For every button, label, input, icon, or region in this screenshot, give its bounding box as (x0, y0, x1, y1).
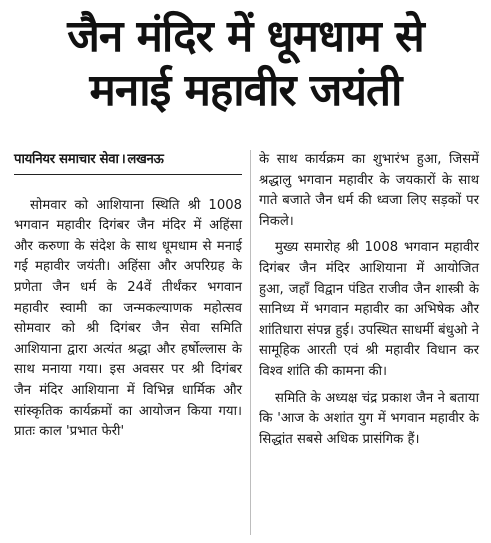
article-paragraph-3: समिति के अध्यक्ष चंद्र प्रकाश जैन ने बताया कि 'आज के अशांत युग में भगवान महावीर के सिद्धांत सबसे अधिक प्रासंगिक हैं। (259, 390, 479, 447)
article-column-right (259, 150, 479, 450)
column-divider (250, 150, 251, 535)
byline-separator: । (120, 152, 126, 167)
headline-line-1: जैन मंदिर में धूमधाम से (67, 11, 424, 62)
article-paragraph-1: सोमवार को आशियाना स्थिति श्री 1008 भगवान महावीर दिगंबर जैन मंदिर में अहिंसा और करुणा के संदेश के साथ धूमधाम से मनाई गई महावीर जयंती। अहिंसा और अपरिग्रह के प्रणेता जैन धर्म के 24वें तीर्थंकर भगवान महावीर स्वामी का जन्मकल्याणक महोत्सव सोमवार को श्री दिगंबर जैन सेवा समिति आशियाना द्वारा अत्यंत श्रद्धा और हर्षोल्लास के साथ मनाया गया। इस अवसर पर श्री दिगंबर जैन मंदिर आशियाना में विभिन्न धार्मिक और सांस्कृतिक कार्यक्रमों का आयोजन किया गया। प्रातः काल 'प्रभात फेरी' (14, 197, 242, 440)
headline-line-2: मनाई महावीर जयंती (89, 65, 402, 116)
article-paragraph-continuation: के साथ कार्यक्रम का शुभारंभ हुआ, जिसमें श्रद्धालु भगवान महावीर के जयकारों के साथ गाते बजाते जैन धर्म की ध्वजा लिए सड़कों पर निकले। (259, 152, 479, 229)
byline-source: पायनियर समाचार सेवा (14, 152, 119, 167)
article-headline (0, 10, 491, 118)
byline-city: लखनऊ (127, 152, 164, 167)
byline (14, 150, 242, 175)
article-column-left (14, 150, 242, 443)
article-paragraph-2: मुख्य समारोह श्री 1008 भगवान महावीर दिगंबर जैन मंदिर आशियाना में आयोजित हुआ, जहाँ विद्वान पंडित राजीव जैन शास्त्री के सानिध्य में भगवान महावीर का अभिषेक और शांतिधारा संपन्न हुई। उपस्थित साधर्मी बंधुओ ने सामूहिक आरती एवं श्री महावीर विधान कर विश्व शांति की कामना की। (259, 240, 479, 379)
